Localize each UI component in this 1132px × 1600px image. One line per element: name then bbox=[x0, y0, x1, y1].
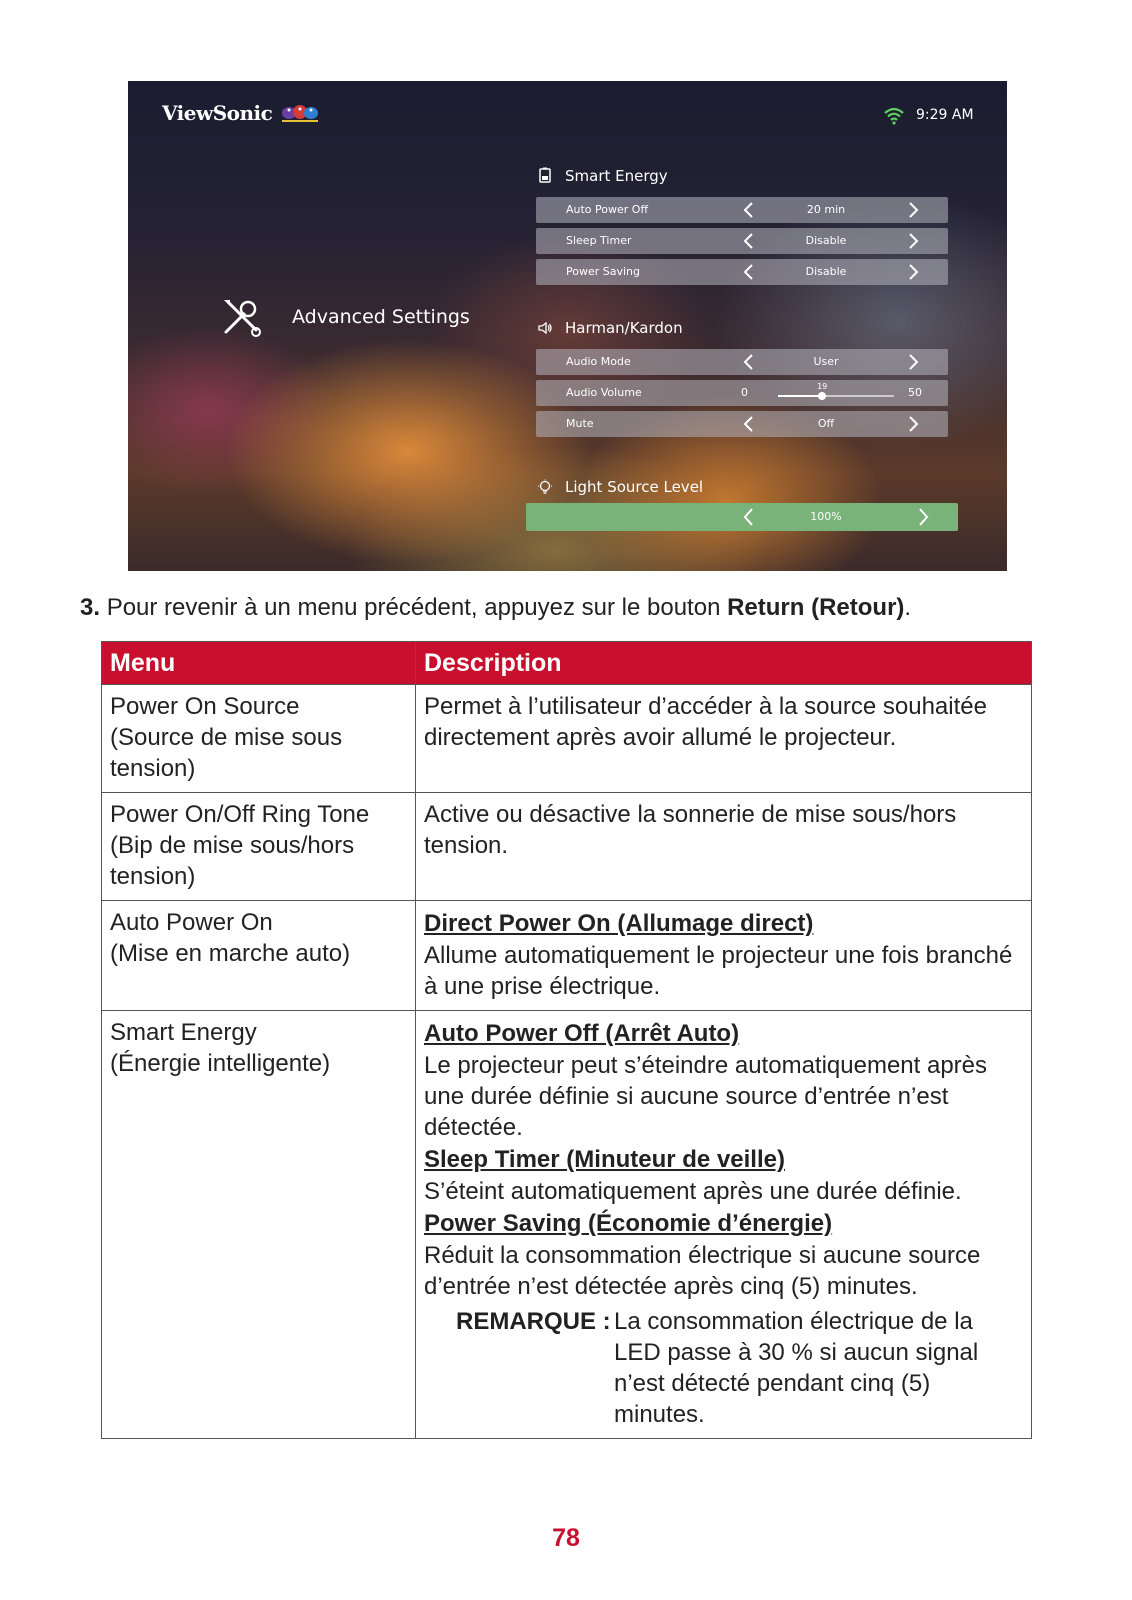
setting-label: Auto Power Off bbox=[566, 203, 649, 216]
volume-max: 50 bbox=[908, 386, 922, 399]
table-header-row bbox=[102, 642, 1032, 685]
setting-value: Disable bbox=[805, 234, 847, 247]
option-text: S’éteint automatiquement après une durée définie. bbox=[424, 1178, 962, 1205]
viewsonic-birds-logo-icon bbox=[280, 99, 320, 125]
chevron-left-icon[interactable] bbox=[742, 415, 754, 433]
step-button-name: Return (Retour) bbox=[727, 594, 905, 621]
auto-power-off-row[interactable] bbox=[536, 197, 948, 223]
sleep-timer-row[interactable] bbox=[536, 228, 948, 254]
harman-kardon-title: Harman/Kardon bbox=[565, 319, 683, 337]
light-source-level-row[interactable] bbox=[526, 503, 958, 531]
menu-cell bbox=[102, 685, 416, 793]
menu-name-fr: (Mise en marche auto) bbox=[110, 940, 351, 967]
option-text: Réduit la consommation électrique si aucune source d’entrée n’est détectée après cinq (5) minutes. bbox=[424, 1242, 981, 1300]
setting-value: Disable bbox=[805, 265, 847, 278]
chevron-right-icon[interactable] bbox=[908, 232, 920, 250]
setting-value: 100% bbox=[810, 510, 842, 523]
menu-cell bbox=[102, 1011, 416, 1439]
description-cell bbox=[416, 901, 1032, 1011]
table-row bbox=[102, 901, 1032, 1011]
chevron-left-icon[interactable] bbox=[742, 353, 754, 371]
volume-slider-fill bbox=[778, 395, 822, 397]
option-heading: Direct Power On (Allumage direct) bbox=[424, 910, 814, 937]
audio-volume-row[interactable] bbox=[536, 380, 948, 406]
advanced-settings-label: Advanced Settings bbox=[292, 306, 470, 328]
menu-name: Power On Source bbox=[110, 693, 300, 720]
volume-slider[interactable] bbox=[778, 382, 894, 397]
table-row bbox=[102, 793, 1032, 901]
lightbulb-icon bbox=[537, 479, 553, 495]
clock-time: 9:29 AM bbox=[916, 107, 974, 123]
setting-value: Off bbox=[817, 417, 835, 430]
chevron-left-icon[interactable] bbox=[742, 201, 754, 219]
page-number: 78 bbox=[552, 1524, 580, 1552]
setting-label: Audio Volume bbox=[566, 386, 642, 399]
chevron-right-icon[interactable] bbox=[908, 353, 920, 371]
option-heading: Auto Power Off (Arrêt Auto) bbox=[424, 1020, 740, 1047]
chevron-left-icon[interactable] bbox=[742, 507, 754, 527]
option-text: Allume automatiquement le projecteur une fois branché à une prise électrique. bbox=[424, 942, 1013, 1000]
option-text: Le projecteur peut s’éteindre automatiquement après une durée définie si aucune source d’entrée n’est détectée. bbox=[424, 1052, 988, 1141]
step-text: Pour revenir à un menu précédent, appuyez sur le bouton bbox=[106, 594, 721, 621]
table-row bbox=[102, 1011, 1032, 1439]
mute-row[interactable] bbox=[536, 411, 948, 437]
menu-name-fr: tension) bbox=[110, 755, 196, 782]
note-label: REMARQUE : bbox=[456, 1308, 611, 1335]
chevron-left-icon[interactable] bbox=[742, 263, 754, 281]
menu-column-header: Menu bbox=[102, 642, 416, 685]
setting-value: 20 min bbox=[806, 203, 846, 216]
menu-name: Smart Energy bbox=[110, 1019, 257, 1046]
smart-energy-title: Smart Energy bbox=[565, 167, 668, 185]
power-saving-row[interactable] bbox=[536, 259, 948, 285]
description-cell: Active ou désactive la sonnerie de mise sous/hors tension. bbox=[416, 793, 1032, 901]
setting-label: Audio Mode bbox=[566, 355, 631, 368]
description-column-header: Description bbox=[416, 642, 1032, 685]
chevron-right-icon[interactable] bbox=[908, 263, 920, 281]
setting-label: Power Saving bbox=[566, 265, 640, 278]
volume-slider-handle[interactable] bbox=[818, 392, 826, 400]
menu-name-fr: tension) bbox=[110, 863, 196, 890]
chevron-left-icon[interactable] bbox=[742, 232, 754, 250]
audio-mode-row[interactable] bbox=[536, 349, 948, 375]
setting-value: User bbox=[813, 355, 839, 368]
chevron-right-icon[interactable] bbox=[908, 415, 920, 433]
step-end: . bbox=[904, 594, 912, 621]
chevron-right-icon[interactable] bbox=[918, 507, 930, 527]
description-cell: Permet à l’utilisateur d’accéder à la source souhaitée directement après avoir allumé le projecteur. bbox=[416, 685, 1032, 793]
menu-name: Auto Power On bbox=[110, 909, 273, 936]
chevron-right-icon[interactable] bbox=[908, 201, 920, 219]
menu-cell bbox=[102, 901, 416, 1011]
menu-name-fr: (Bip de mise sous/hors bbox=[110, 832, 355, 859]
menu-description-table bbox=[101, 641, 1032, 1439]
step-number: 3. bbox=[80, 594, 101, 621]
light-source-title: Light Source Level bbox=[565, 478, 704, 496]
option-heading: Power Saving (Économie d’énergie) bbox=[424, 1210, 833, 1237]
menu-name-fr: (Source de mise sous bbox=[110, 724, 343, 751]
note-text: La consommation électrique de la LED passe à 30 % si aucun signal n’est détecté pendant cinq (5) minutes. bbox=[614, 1308, 979, 1428]
tools-icon bbox=[220, 296, 262, 338]
wifi-icon bbox=[883, 107, 905, 125]
step-instruction bbox=[80, 594, 911, 622]
description-cell bbox=[416, 1011, 1032, 1439]
volume-min: 0 bbox=[741, 386, 748, 399]
setting-label: Sleep Timer bbox=[566, 234, 632, 247]
menu-name-fr: (Énergie intelligente) bbox=[110, 1050, 331, 1077]
table-row bbox=[102, 685, 1032, 793]
projector-menu-screenshot bbox=[128, 81, 1007, 571]
viewsonic-logo: ViewSonic bbox=[162, 101, 273, 125]
volume-current: 19 bbox=[817, 382, 828, 391]
note-block bbox=[424, 1306, 1023, 1430]
speaker-icon bbox=[537, 320, 553, 336]
option-heading: Sleep Timer (Minuteur de veille) bbox=[424, 1146, 785, 1173]
battery-icon bbox=[537, 167, 553, 183]
menu-name: Power On/Off Ring Tone bbox=[110, 801, 370, 828]
setting-label: Mute bbox=[566, 417, 594, 430]
menu-cell bbox=[102, 793, 416, 901]
